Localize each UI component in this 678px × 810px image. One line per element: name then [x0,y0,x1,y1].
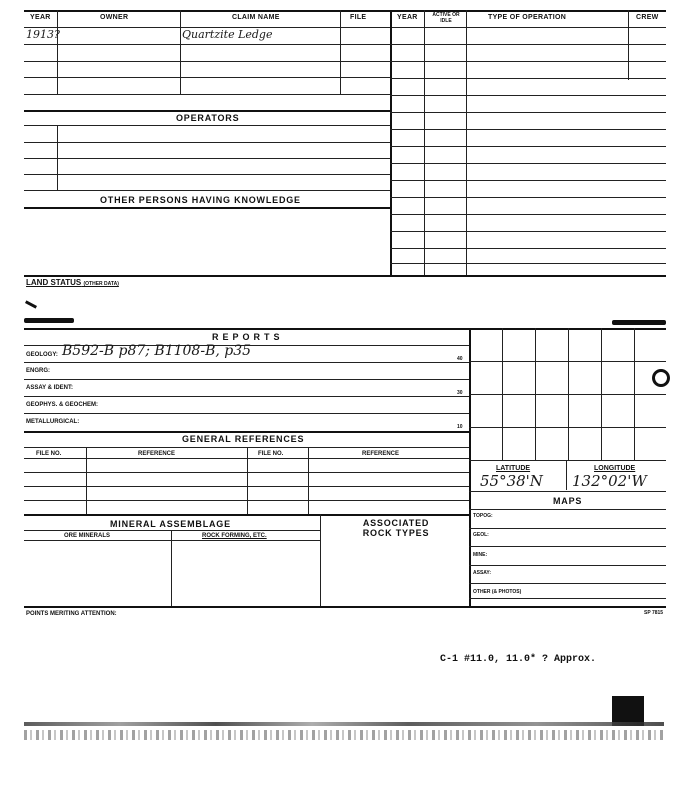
claims-header-year: YEAR [30,14,51,21]
metallurgical-label: METALLURGICAL: [26,419,80,425]
geology-label: GEOLOGY: [26,352,58,358]
scan-mark [612,320,666,325]
ore-minerals-label: ORE MINERALS [64,533,111,539]
general-references-title: GENERAL REFERENCES [182,434,305,444]
metallurgical-number: 10 [457,424,463,430]
latitude-value: 55°38'N [480,472,543,490]
longitude-label: LONGITUDE [594,465,636,472]
claims-header-owner: OWNER [100,14,129,21]
genref-col-file-no: FILE NO. [36,451,62,457]
genref-col-file-no-2: FILE NO. [258,451,284,457]
land-status-label: LAND STATUS [26,278,82,287]
scan-streak [24,730,664,740]
engrg-label: ENGRG: [26,368,50,374]
points-meriting-attention-label: POINTS MERITING ATTENTION: [26,611,117,617]
operators-title: OPERATORS [176,113,240,123]
maps-topog: TOPOG: [473,513,493,519]
maps-other: OTHER (& PHOTOS) [473,589,522,595]
associated-rock-types-label: ASSOCIATED ROCK TYPES [362,518,430,538]
operations-header-active: ACTIVE OR IDLE [432,12,460,24]
assay-number: 30 [457,390,463,396]
claim-year-value: 1913? [26,28,60,41]
longitude-value: 132°02'W [572,472,647,490]
maps-assay: ASSAY: [473,570,492,576]
scan-streak [24,722,664,726]
maps-mine: MINE: [473,552,488,558]
genref-col-reference-2: REFERENCE [362,451,400,457]
scan-mark [25,300,37,308]
scan-mark [24,318,74,323]
assay-label: ASSAY & IDENT: [26,385,74,391]
mineral-assemblage-title: MINERAL ASSEMBLAGE [110,519,231,529]
rock-forming-label: ROCK FORMING, ETC. [202,533,267,539]
form-number: SP 7815 [644,610,664,616]
geophys-label: GEOPHYS. & GEOCHEM: [26,402,99,408]
other-persons-title: OTHER PERSONS HAVING KNOWLEDGE [100,195,301,205]
claim-name-value: Quartzite Ledge [182,28,273,41]
operations-header-year: YEAR [397,14,418,21]
reports-title: REPORTS [212,332,284,342]
genref-col-reference: REFERENCE [138,451,176,457]
claims-header-file: FILE [350,14,367,21]
land-status-sub: (OTHER DATA) [83,281,119,287]
maps-title: MAPS [553,496,583,506]
circle-mark-icon [652,369,670,387]
geology-number: 40 [457,356,463,362]
operations-header-crew: CREW [636,14,659,21]
operations-header-type: TYPE OF OPERATION [488,14,567,21]
latitude-label: LATITUDE [496,465,531,472]
maps-geol: GEOL: [473,532,489,538]
typed-note: C-1 #11.0, 11.0* ? Approx. [440,654,597,665]
claims-header-claim-name: CLAIM NAME [232,14,280,21]
geology-value: B592-B p87; B1108-B, p35 [62,343,252,359]
